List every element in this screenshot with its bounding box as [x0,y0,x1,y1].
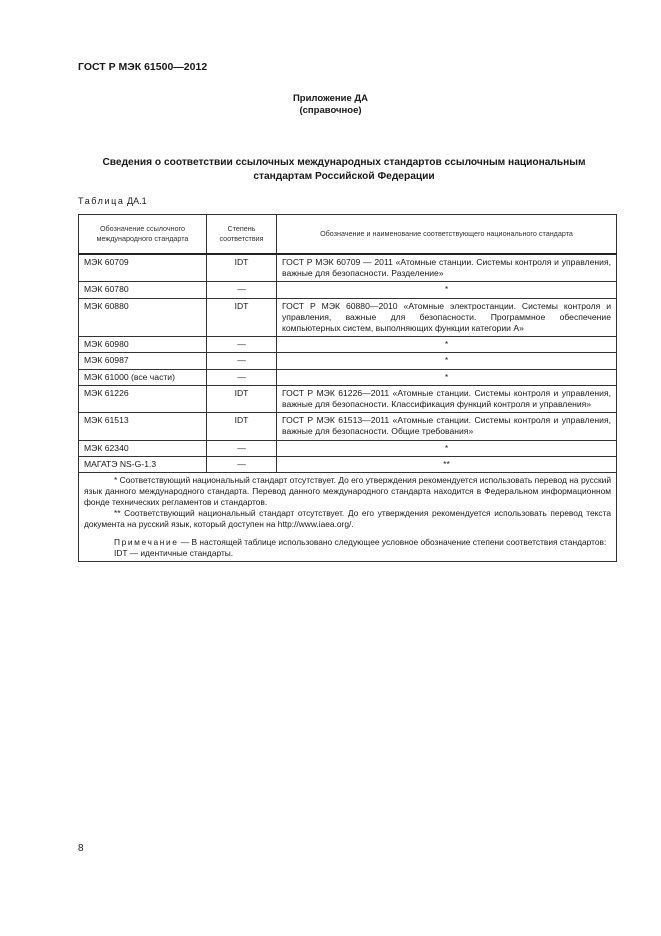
table-row [79,385,617,412]
table-caption [78,196,147,206]
table-row [79,456,617,472]
table-notes-cell [79,473,617,562]
footnote-double-asterisk: ** Соответствующий национальный стандарт отсутствует. До его утверждения рекомендуется использовать перевод текста документа на русский язык, который доступен на http://www.iaea.org/. [84,508,611,530]
national-standard-cell: * [277,282,617,298]
intl-standard-cell: МЭК 61000 (все части) [79,369,207,385]
table-header-row [79,215,617,255]
note-text: — В настоящей таблице использовано следующее условное обозначение степени соответствия стандартов: [180,537,607,548]
table-row [79,440,617,456]
table-note [84,537,611,548]
degree-cell: — [207,282,277,298]
national-standard-cell: ** [277,456,617,472]
national-standard-cell: ГОСТ Р МЭК 61513—2011 «Атомные станции. Системы контроля и управления, важные для безопасности. Общие требования» [277,413,617,440]
intl-standard-cell: МЭК 60709 [79,254,207,282]
table-row [79,337,617,353]
table-caption-number: ДА.1 [127,196,147,206]
national-standard-cell: ГОСТ Р МЭК 61226—2011 «Атомные станции. Системы контроля и управления, важные для безопасности. Классификация функций контроля и управления» [277,385,617,412]
section-heading: Сведения о соответствии ссылочных международных стандартов ссылочным национальным стандартам Российской Федерации [102,157,586,182]
intl-standard-cell: МЭК 60880 [79,298,207,337]
annex-subtitle: (справочное) [299,105,362,116]
intl-standard-cell: МЭК 60980 [79,337,207,353]
degree-cell: — [207,337,277,353]
table-row [79,254,617,282]
column-header-degree: Степень соответствия [207,215,277,255]
table-notes-row [79,473,617,562]
national-standard-cell: * [277,369,617,385]
table-row [79,413,617,440]
degree-cell: IDT [207,254,277,282]
table-row [79,353,617,369]
note-label: Примечание [114,537,179,548]
intl-standard-cell: МЭК 60780 [79,282,207,298]
degree-cell: — [207,456,277,472]
degree-cell: IDT [207,298,277,337]
footnote-single-asterisk: * Соответствующий национальный стандарт отсутствует. До его утверждения рекомендуется использовать перевод на русский язык данного международного стандарта. Перевод данного международного стандарта находится в Федеральном информационном фонде технических регламентов и стандартов. [84,475,611,508]
table-row [79,282,617,298]
national-standard-cell: ГОСТ Р МЭК 60880—2010 «Атомные электростанции. Системы контроля и управления, важные для безопасности. Программное обеспечение компьютерных систем, выполняющих функции категории А» [277,298,617,337]
intl-standard-cell: МЭК 61226 [79,385,207,412]
correspondence-table [78,214,617,562]
document-code: ГОСТ Р МЭК 61500—2012 [78,61,208,73]
column-header-national: Обозначение и наименование соответствующего национального стандарта [277,215,617,255]
national-standard-cell: * [277,337,617,353]
table-row [79,298,617,337]
national-standard-cell: * [277,353,617,369]
national-standard-cell: ГОСТ Р МЭК 60709 — 2011 «Атомные станции. Системы контроля и управления, важные для безопасности. Разделение» [277,254,617,282]
degree-cell: — [207,440,277,456]
degree-cell: IDT [207,385,277,412]
intl-standard-cell: МЭК 60987 [79,353,207,369]
note-item: IDT — идентичные стандарты. [114,548,234,559]
annex-title: Приложение ДА [292,93,369,104]
page-number: 8 [78,843,84,854]
intl-standard-cell: МЭК 62340 [79,440,207,456]
intl-standard-cell: МАГАТЭ NS-G-1.3 [79,456,207,472]
degree-cell: — [207,369,277,385]
degree-cell: — [207,353,277,369]
degree-cell: IDT [207,413,277,440]
national-standard-cell: * [277,440,617,456]
intl-standard-cell: МЭК 61513 [79,413,207,440]
column-header-intl: Обозначение ссылочного международного стандарта [79,215,207,255]
table-row [79,369,617,385]
table-caption-word: Таблица [78,196,125,206]
